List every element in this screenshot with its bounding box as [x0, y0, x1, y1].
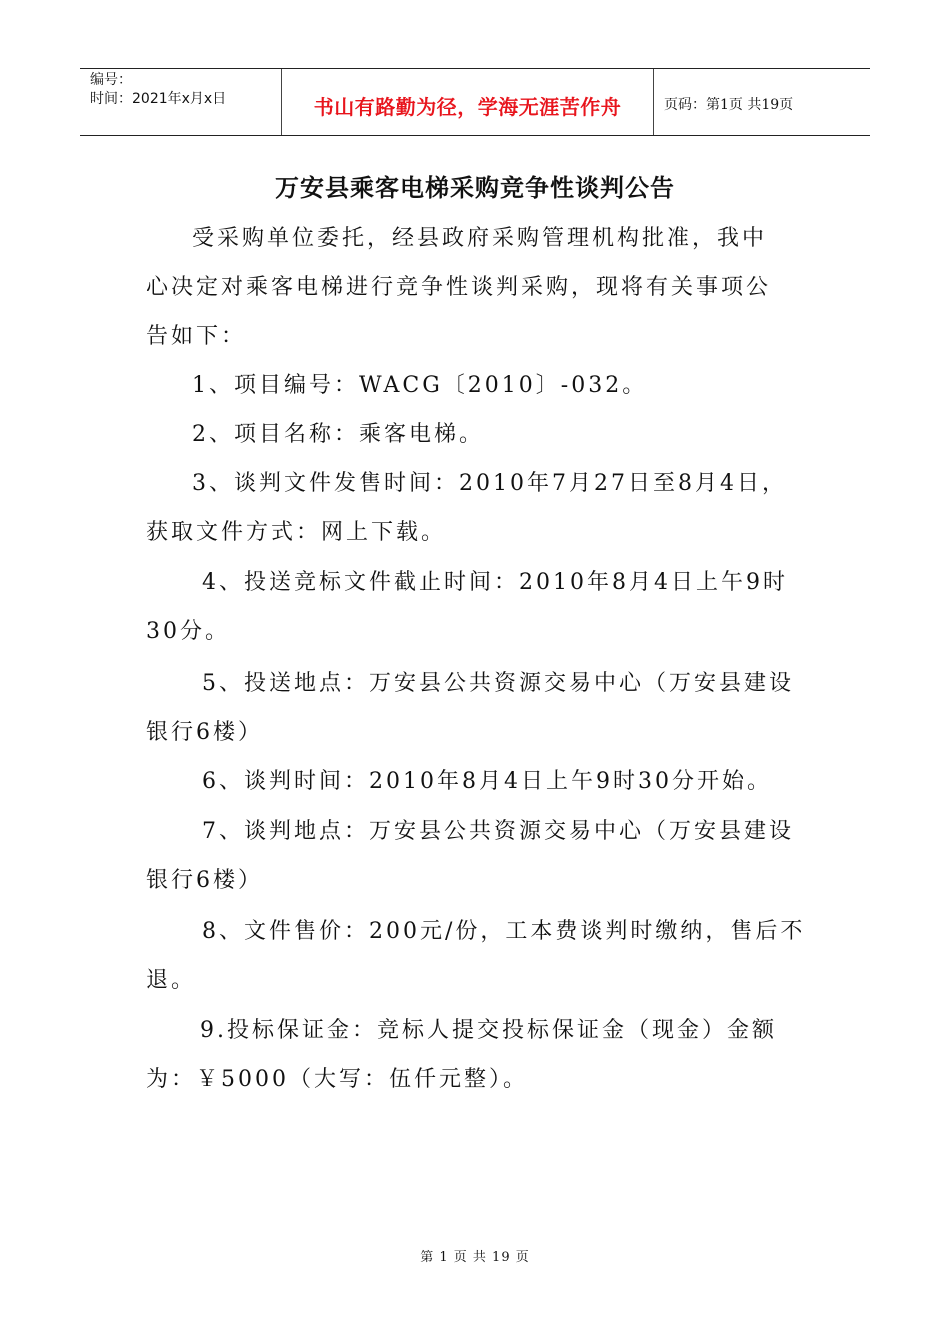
- paragraph-line: 银行6楼）: [146, 720, 263, 745]
- paragraph-line: 2、项目名称：乘客电梯。: [192, 422, 484, 447]
- paragraph-item-9: [146, 1006, 806, 1104]
- paragraph-item-8: [146, 907, 806, 1005]
- header-meta: [80, 69, 282, 135]
- paragraph-line: 获取文件方式：网上下载。: [146, 520, 447, 545]
- paragraph-line: 1、项目编号：WACG〔2010〕-032。: [192, 373, 648, 398]
- page-footer: 第 1 页 共 19 页: [420, 1250, 530, 1265]
- paragraph-item-7: [146, 807, 806, 905]
- paragraph-line: 9.投标保证金：竞标人提交投标保证金（现金）金额: [200, 1018, 777, 1043]
- document-header: [80, 68, 870, 136]
- document-number-label: 编号：: [90, 72, 132, 88]
- document-title: 万安县乘客电梯采购竞争性谈判公告: [275, 174, 675, 202]
- paragraph-item-6: [146, 757, 806, 806]
- paragraph-intro: [146, 214, 806, 361]
- paragraph-item-5: [146, 659, 806, 757]
- paragraph-line: 3、谈判文件发售时间：2010年7月27日至8月4日，: [192, 471, 787, 496]
- paragraph-line: 8、文件售价：200元/份，工本费谈判时缴纳，售后不: [202, 919, 806, 944]
- paragraph-line: 5、投送地点：万安县公共资源交易中心（万安县建设: [202, 671, 794, 696]
- paragraph-line: 受采购单位委托，经县政府采购管理机构批准，我中: [192, 226, 768, 251]
- header-page-info: 页码：第1页 共19页: [664, 97, 794, 113]
- paragraph-line: 4、投送竞标文件截止时间：2010年8月4日上午9时: [202, 570, 788, 595]
- paragraph-line: 心决定对乘客电梯进行竞争性谈判采购，现将有关事项公: [146, 275, 772, 300]
- paragraph-line: 为：￥5000（大写：伍仟元整）。: [146, 1067, 528, 1092]
- paragraph-line: 6、谈判时间：2010年8月4日上午9时30分开始。: [202, 769, 772, 794]
- paragraph-line: 30分。: [146, 619, 230, 644]
- header-motto: 书山有路勤为径，学海无涯苦作舟: [282, 69, 654, 135]
- document-time-label: 时间：2021年x月x日: [90, 91, 227, 107]
- paragraph-line: 退。: [146, 968, 197, 993]
- paragraph-item-2: [146, 410, 806, 459]
- paragraph-line: 银行6楼）: [146, 868, 263, 893]
- paragraph-line: 7、谈判地点：万安县公共资源交易中心（万安县建设: [202, 819, 794, 844]
- paragraph-item-4: [146, 558, 806, 656]
- paragraph-line: 告如下：: [146, 324, 247, 349]
- paragraph-item-1: [146, 361, 806, 410]
- paragraph-item-3: [146, 459, 806, 557]
